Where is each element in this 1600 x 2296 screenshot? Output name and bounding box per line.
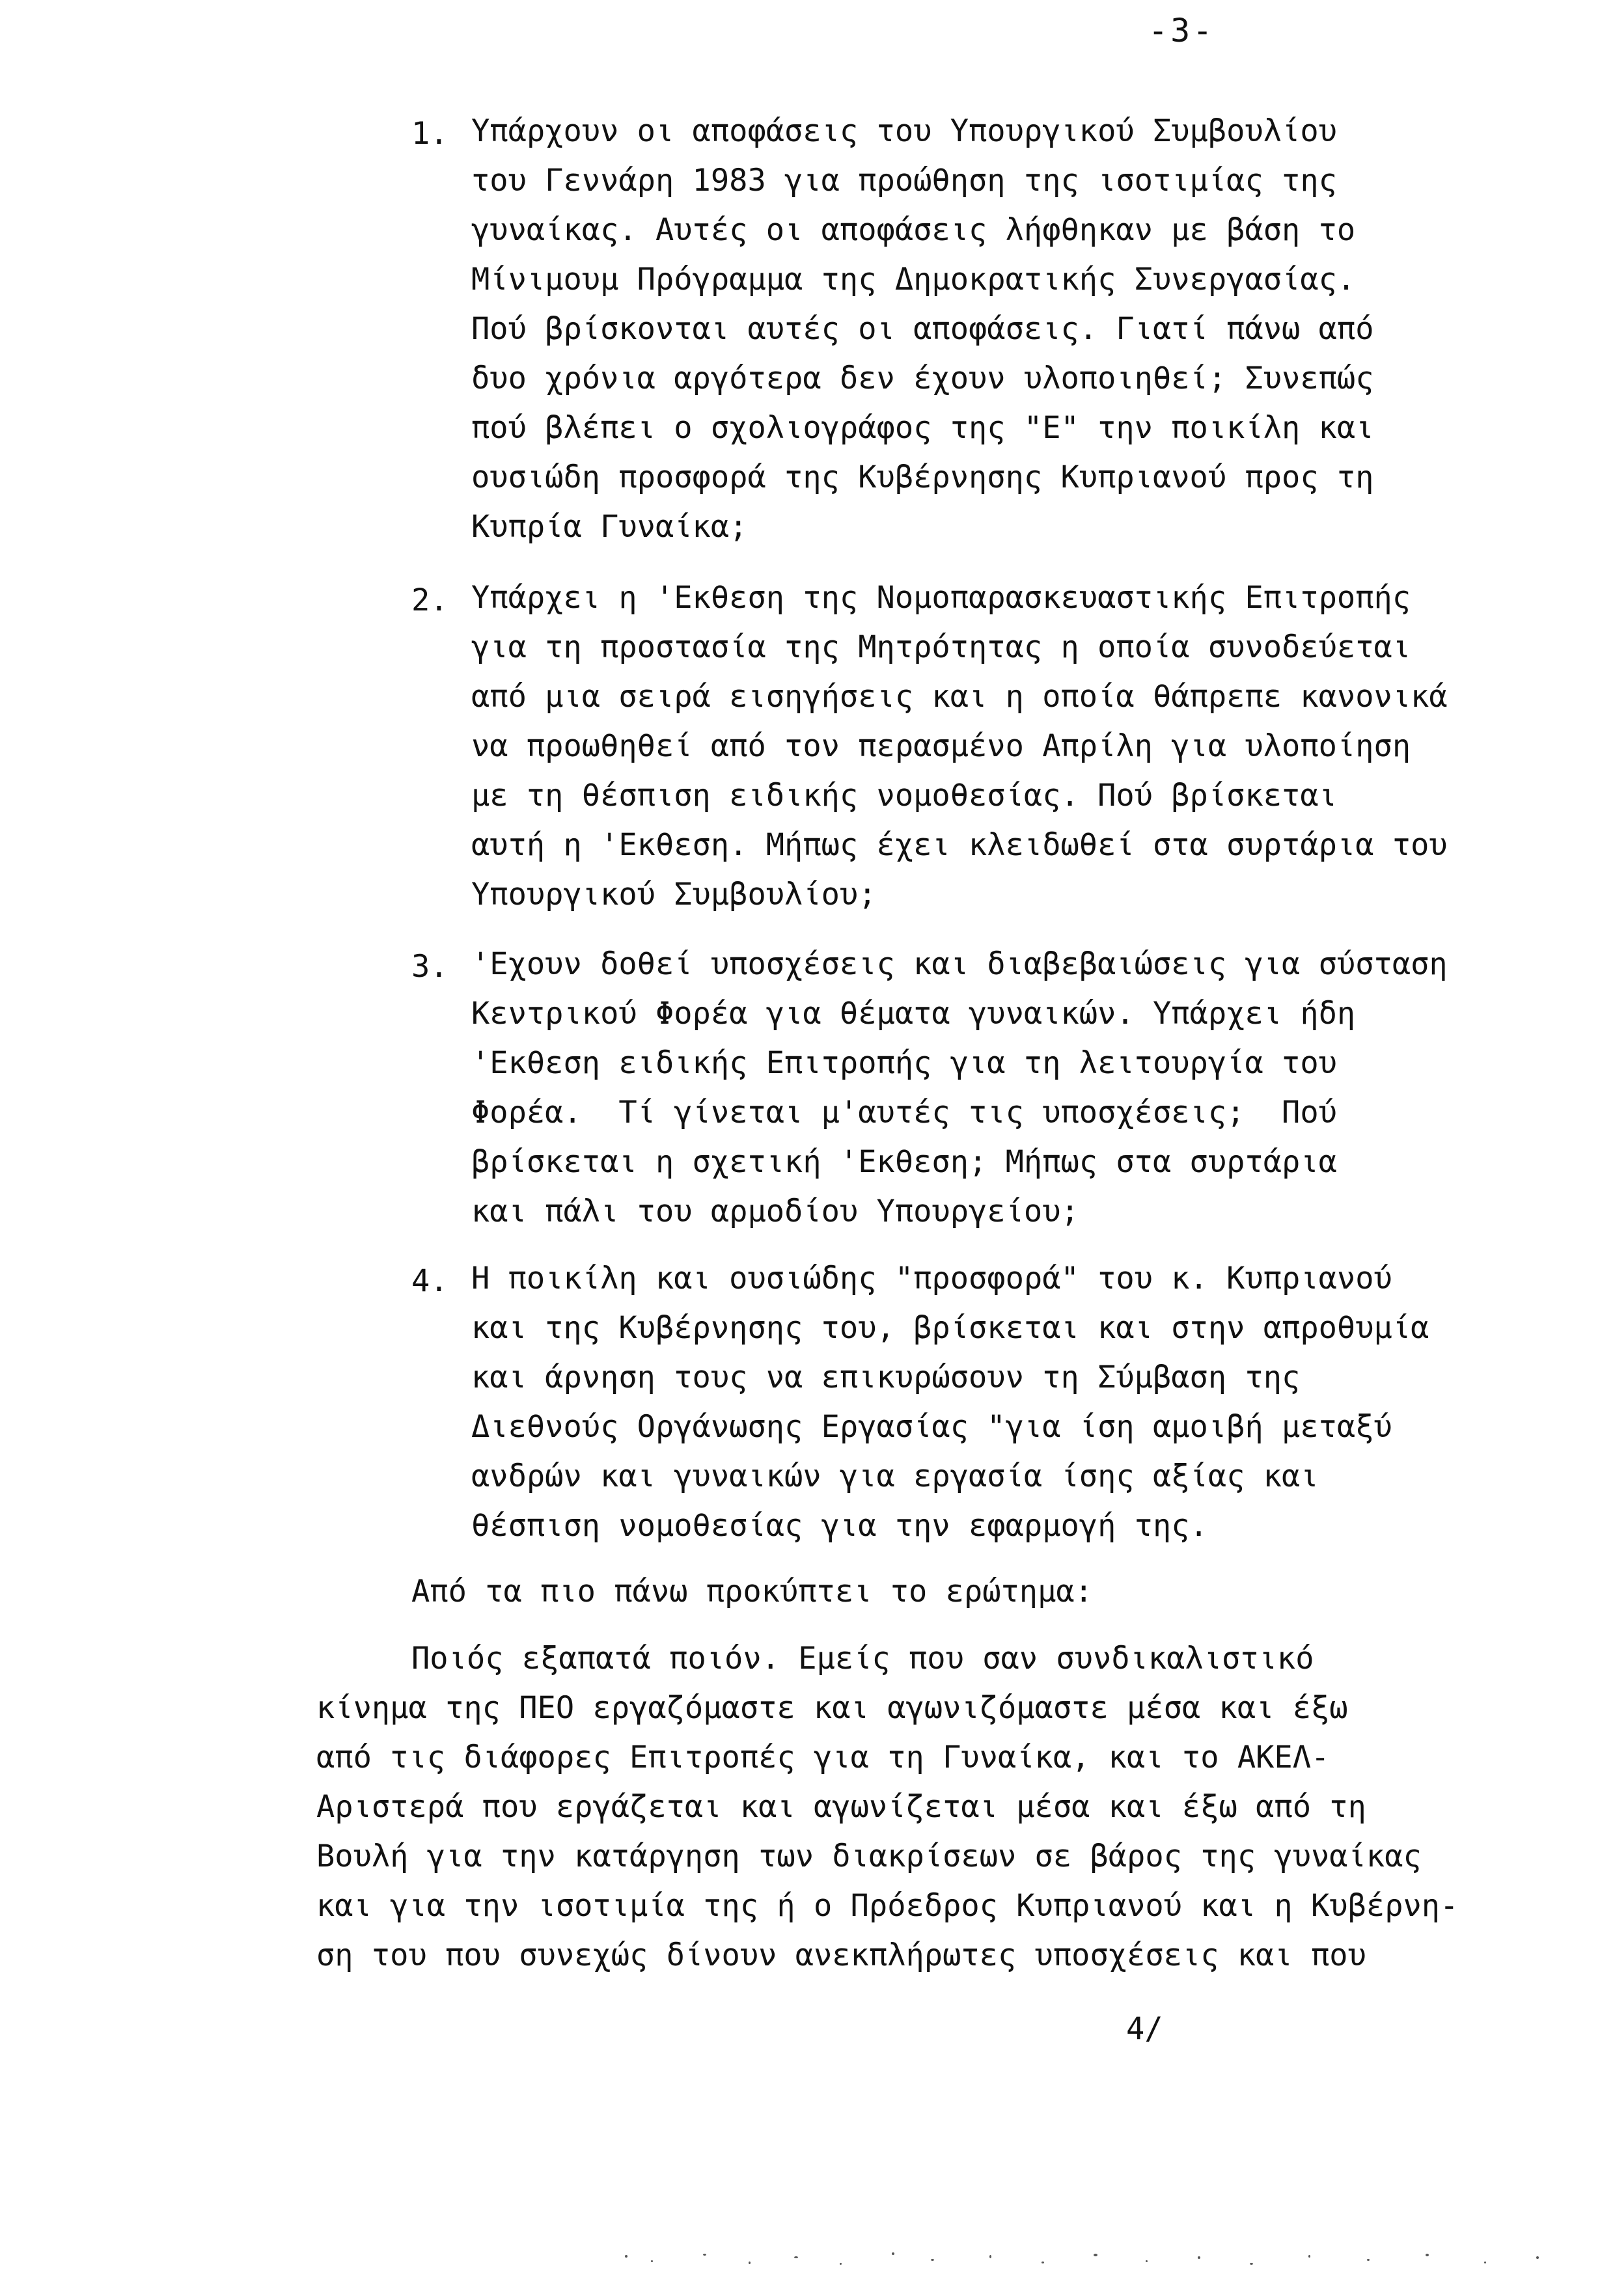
item-number: 2. <box>411 582 448 618</box>
item-line: ουσιώδη προσφορά της Κυβέρνησης Κυπριανού προς τη <box>471 459 1374 495</box>
item-line: ανδρών και γυναικών για εργασία ίσης αξίας και <box>471 1458 1319 1494</box>
item-line: 'Εκθεση ειδικής Επιτροπής για τη λειτουργία του <box>471 1045 1337 1081</box>
item-line: Υπάρχουν οι αποφάσεις του Υπουργικού Συμβουλίου <box>471 113 1337 149</box>
conclusion-line: Αριστερά που εργάζεται και αγωνίζεται μέσα και έξω από τη <box>316 1789 1366 1825</box>
item-line: Πού βρίσκονται αυτές οι αποφάσεις. Γιατί πάνω από <box>471 311 1374 347</box>
item-line: πού βλέπει ο σχολιογράφος της "Ε" την ποικίλη και <box>471 410 1374 446</box>
item-line: από μια σειρά εισηγήσεις και η οποία θάπρεπε κανονικά <box>471 679 1448 715</box>
item-line: Μίνιμουμ Πρόγραμμα της Δημοκρατικής Συνεργασίας. <box>471 262 1356 297</box>
item-number: 4. <box>411 1263 448 1299</box>
item-line: βρίσκεται η σχετική 'Εκθεση; Μήπως στα συρτάρια <box>471 1144 1337 1180</box>
conclusion-line: κίνημα της ΠΕΟ εργαζόμαστε και αγωνιζόμαστε μέσα και έξω <box>316 1690 1348 1726</box>
item-line: Υπουργικού Συμβουλίου; <box>471 877 877 912</box>
item-line: με τη θέσπιση ειδικής νομοθεσίας. Πού βρίσκεται <box>471 778 1337 813</box>
item-line: Διεθνούς Οργάνωσης Εργασίας "για ίση αμοιβή μεταξύ <box>471 1409 1392 1445</box>
conclusion-line: ση του που συνεχώς δίνουν ανεκπλήρωτες υποσχέσεις και που <box>316 1937 1366 1973</box>
item-number: 3. <box>411 949 448 985</box>
conclusion-line: από τις διάφορες Επιτροπές για τη Γυναίκα, και το ΑΚΕΛ- <box>316 1740 1330 1775</box>
item-line: 'Εχουν δοθεί υποσχέσεις και διαβεβαιώσεις για σύσταση <box>471 946 1448 982</box>
conclusion-line: Ποιός εξαπατά ποιόν. Εμείς που σαν συνδικαλιστικό <box>411 1641 1314 1676</box>
item-line: να προωθηθεί από τον περασμένο Απρίλη για υλοποίηση <box>471 728 1411 764</box>
item-line: και πάλι του αρμοδίου Υπουργείου; <box>471 1194 1079 1229</box>
item-line: Κεντρικού Φορέα για θέματα γυναικών. Υπάρχει ήδη <box>471 996 1356 1032</box>
conclusion-intro: Από τα πιο πάνω προκύπτει το ερώτημα: <box>411 1574 1093 1609</box>
item-line: και άρνηση τους να επικυρώσουν τη Σύμβαση της <box>471 1360 1301 1395</box>
page-number: -3- <box>1148 12 1215 49</box>
item-line: Η ποικίλη και ουσιώδης "προσφορά" του κ. Κυπριανού <box>471 1261 1392 1296</box>
continuation-marker: 4/ <box>1126 2011 1163 2047</box>
conclusion-line: Βουλή για την κατάργηση των διακρίσεων σε βάρος της γυναίκας <box>316 1838 1422 1874</box>
item-line: δυο χρόνια αργότερα δεν έχουν υλοποιηθεί; Συνεπώς <box>471 361 1374 396</box>
item-line: θέσπιση νομοθεσίας για την εφαρμογή της. <box>471 1508 1208 1544</box>
item-line: Φορέα. Τί γίνεται μ'αυτές τις υποσχέσεις; Πού <box>471 1095 1337 1130</box>
item-line: για τη προστασία της Μητρότητας η οποία συνοδεύεται <box>471 629 1411 665</box>
item-line: και της Κυβέρνησης του, βρίσκεται και στην απροθυμία <box>471 1310 1429 1346</box>
item-line: αυτή η 'Εκθεση. Μήπως έχει κλειδωθεί στα συρτάρια του <box>471 827 1448 863</box>
item-line: Κυπρία Γυναίκα; <box>471 509 748 545</box>
item-line: Υπάρχει η 'Εκθεση της Νομοπαρασκευαστικής Επιτροπής <box>471 580 1411 616</box>
item-line: γυναίκας. Αυτές οι αποφάσεις λήφθηκαν με βάση το <box>471 212 1356 248</box>
conclusion-line: και για την ισοτιμία της ή ο Πρόεδρος Κυπριανού και η Κυβέρνη- <box>316 1888 1459 1924</box>
item-number: 1. <box>411 116 448 152</box>
item-line: του Γεννάρη 1983 για προώθηση της ισοτιμίας της <box>471 163 1337 198</box>
scan-noise <box>625 2248 1575 2275</box>
